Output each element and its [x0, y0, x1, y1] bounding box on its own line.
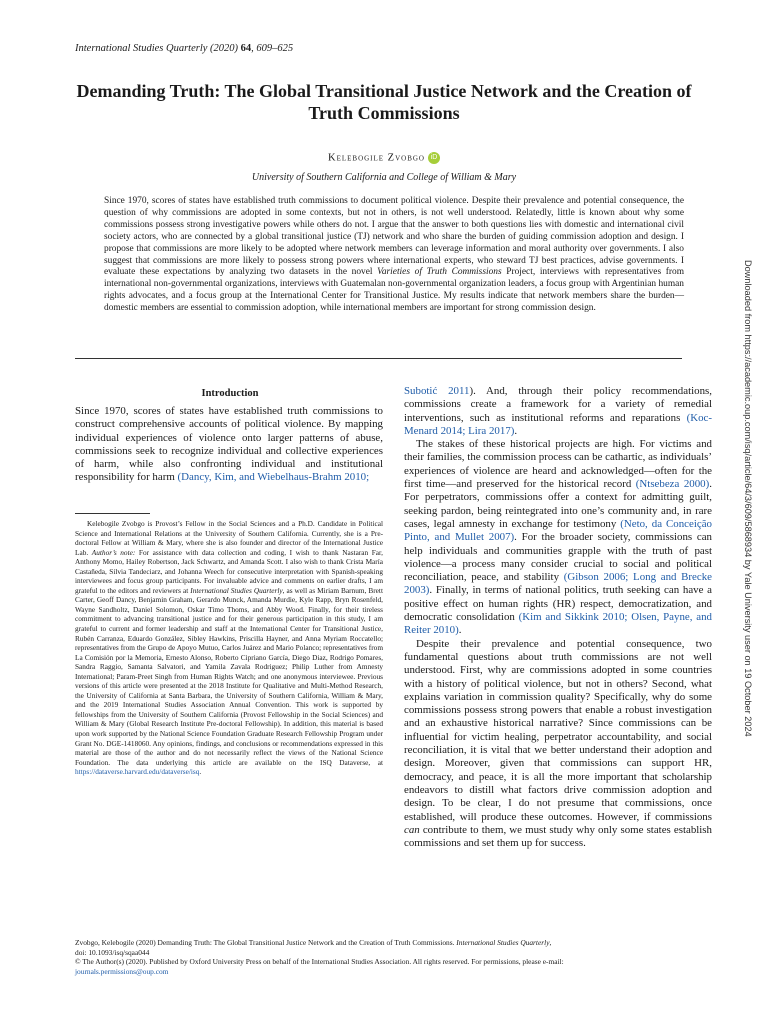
dataverse-link[interactable]: https://dataverse.harvard.edu/dataverse/isq: [75, 767, 200, 777]
project-name: Varieties of Truth Commissions: [377, 267, 502, 278]
journal-name: International Studies Quarterly: [75, 43, 208, 54]
citation-line: Zvobgo, Kelebogile (2020) Demanding Truth: The Global Transitional Justice Network and the Creation of Truth Commissions. International Studies Quarterly,: [75, 938, 552, 947]
article-citation: [75, 938, 695, 976]
journal-pages: , 609–625: [251, 43, 294, 54]
author-affiliation: University of Southern California and College of William & Mary: [251, 172, 517, 183]
footnote-divider: [75, 513, 150, 514]
paragraph: Despite their prevalence and potential consequence, two fundamental questions about truth commissions are not well understood. First, why are commissions adopted in some countries with a history of political violence, but not in others? Second, what explains variation in commission quality? Specifically, why do some commissions possess strong powers that enable a robust investigation and an exhaustive historical narrative? Since commissions can be influential for victim healing, perpetrator accountability, and social reconciliation, it is vital that we better understand their adoption and design. Moreover, given that commissions can support HR, democracy, and peace, it is all the more important that scholarship endeavors to distill what factors drive commission adoption and design. To be clear, I do not presume that commissions, once established, will produce these outcomes. However, if commissions can contribute to them, we must study why only some states establish commissions and set them up for success.: [404, 637, 712, 850]
orcid-icon[interactable]: iD: [428, 152, 440, 164]
paragraph: The stakes of these historical projects are high. For victims and their families, the commission process can be cathartic, as individuals’ experiences of violence are heard and acknowledged—often for the first time—and preserved for the historical record (Ntsebeza 2000). For perpetrators, commissions offer a context for admitting guilt, seeking pardon, being reintegrated into one’s community and, in rare cases, legal amnesty in exchange for testimony (Neto, da Conceição Pinto, and Mullet 2007). For the broader society, commissions can help individuals and communities grapple with the truth of past violence—a process many consider crucial to social and political reconciliation, peace, and stability (Gibson 2006; Long and Brecke 2003). Finally, in terms of national politics, truth seeking can have a positive effect on human rights (HR) respect, democratization, and democratic consolidation (Kim and Sikkink 2010; Olsen, Payne, and Reiter 2010).: [404, 438, 712, 637]
citation-link[interactable]: (Ntsebeza 2000): [635, 478, 710, 491]
abstract-divider: [75, 358, 682, 359]
author-line: [0, 152, 768, 164]
intro-paragraph: Since 1970, scores of states have established truth commissions to construct comprehensive accounts of political violence. By mapping individual experiences of violence onto larger patterns of abuse, commissions seek to recognize individual and collective experiences of harm, while also confronting individual and institutional responsibility for harm (Dancy, Kim, and Wiebelhaus-Brahm 2010;: [75, 405, 383, 484]
copyright: © The Author(s) (2020). Published by Oxford University Press on behalf of the International Studies Association. All rights reserved. For permissions, please e-mail:: [75, 957, 564, 967]
citation-link[interactable]: (Neto, da Conceição Pinto, and Mullet 2007): [404, 517, 712, 544]
citation-link[interactable]: (Koc-Menard 2014; Lira 2017): [404, 411, 712, 437]
article-title: Demanding Truth: The Global Transitional Justice Network and the Creation of Truth Commissions: [76, 81, 692, 123]
paragraph: Subotić 2011). And, through their policy recommendations, commissions create a framework for a variety of remedial interventions, such as institutional reforms and reparations (Koc-Menard 2014; Lira 2017).: [404, 385, 712, 437]
citation-link[interactable]: (Dancy, Kim, and Wiebelhaus-Brahm 2010;: [177, 471, 370, 484]
section-heading-introduction: Introduction: [201, 388, 259, 399]
author-name: Kelebogile Zvobgo: [327, 152, 425, 164]
author-footnote: Kelebogile Zvobgo is Provost’s Fellow in the Social Sciences and a Ph.D. Candidate in Political Science and International Relations at the University of Southern California. Currently, she is a Pre-doctoral Fellow at William & Mary, where she is also founder and director of the International Justice Lab. Author’s note: For assistance with data collection and coding, I wish to thank Nastaran Far, Anthony Momo, Hailey Robertson, Jack Schwartz, and Amanda Scott. I also wish to thank Crista María Castañeda, Silvia Tandeciarz, and Johanna Weech for consecutive interpretation with Spanish-speaking interviewees and focus group participants. For invaluable advice and comments on earlier drafts, I am grateful to the editors and reviewers at International Studies Quarterly, as well as Miriam Barnum, Brett Carter, Geoff Dancy, Benjamin Graham, Gerardo Munck, Amanda Murdie, Kyle Rapp, Bryn Rosenfeld, Wayne Sandholtz, Daniel Solomon, Oskar Timo Thoms, and Abby Wood. Finally, for their tireless commitment to advancing transitional justice and for their generous participation in this study, I am grateful to current and former leadership and staff at the International Center for Transitional Justice, Rubén Carranza, Eduardo González, Sibley Hawkins, Priscilla Hayner, and Anna Myriam Roccatello; representatives from the Grupo de Apoyo Mutuo, Carlos Juárez and Mario Polanco; representatives from La Comisión por la Memoria, Ernesto Alonso, Roberto Cipriano García, Diego Diaz, Rodrigo Pomares, Sandra Raggio, Samanta Salvatori, and Yamila Zavala Rodriguez; Philip Luther from Amnesty International; Param-Preet Singh from Human Rights Watch; and one anonymous interviewee. Previous versions of this article were presented at the 2018 Institute for Qualitative and Multi-Method Research, the University of California at Santa Barbara, the University of Southern California, William & Mary, and the 2019 International Studies Association Annual Convention. This work is supported by fellowships from the University of Southern California (Provost Fellowship in the Social Sciences) and William & Mary (Global Research Institute Pre-doctoral Fellowship). In addition, this material is based upon work supported by the National Science Foundation Graduate Research Fellowship Program under Grant No. DGE-1418060. Any opinions, findings, and conclusions or recommendations expressed in this material are those of the author and do not necessarily reflect the views of the National Science Foundation. The data underlying this article are available on the ISQ Dataverse, at https://dataverse.harvard.edu/dataverse/isq.: [75, 519, 384, 777]
citation-link[interactable]: (Kim and Sikkink 2010; Olsen, Payne, and Reiter 2010): [404, 611, 712, 637]
citation-link[interactable]: (Gibson 2006; Long and Brecke 2003): [404, 571, 712, 597]
journal-volume: 64: [240, 43, 252, 54]
doi: doi: 10.1093/isq/sqaa044: [75, 947, 150, 957]
download-watermark: Downloaded from https://academic.oup.com/isq/article/64/3/609/5868934 by Yale University user on 19 October 2024: [743, 260, 753, 737]
abstract: Since 1970, scores of states have established truth commissions to document political violence. Despite their prevalence and potential consequence, the question of why commissions are adopted in some contexts, but not in others, is not well understood. Relatedly, little is known about why some commissions possess strong investigative powers while others do not. I argue that the answer to both questions lies with domestic and international civil society actors, who are connected by a global transitional justice (TJ) network and who share the burden of guiding commission adoption and design. I propose that commissions are more likely to be adopted where network members can leverage information and moral authority over governments. I also suggest that commissions are more likely to possess strong powers where international experts, who steward TJ best practices, advise governments. I evaluate these expectations by analyzing two datasets in the novel Varieties of Truth Commissions Project, interviews with representatives from international non-governmental organizations, interviews with Guatemalan non-governmental organization leaders, a focus group with Argentinian human rights advocates, and a focus group at the International Center for Transitional Justice. My results indicate that network members share the burden—domestic members are essential to commission adoption, while international members are important for strong commission design.: [104, 196, 684, 314]
journal-header: [75, 43, 293, 54]
citation-link[interactable]: Subotić 2011: [404, 385, 470, 397]
right-column: [404, 385, 712, 850]
journal-year: (2020): [210, 43, 239, 54]
permissions-email-link[interactable]: journals.permissions@oup.com: [75, 966, 169, 976]
